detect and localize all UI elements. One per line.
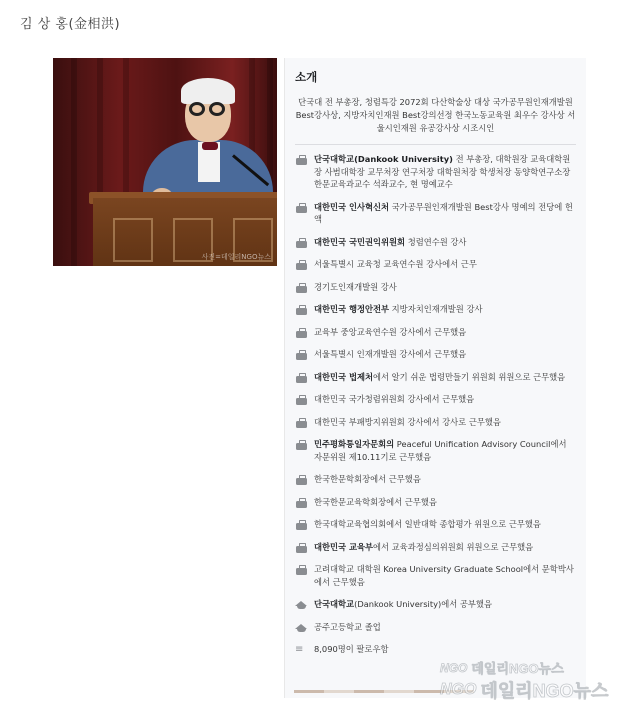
watermark-logo-large: NGO (440, 681, 477, 698)
profile-item (295, 598, 576, 611)
intro-text: 단국대 전 부총장, 청렴특강 2072회 다산학술상 대상 국가공무원인재개발원 Best강사상, 지방자치인재원 Best강의선정 한국노동교육원 최우수 강사상 서울시인재원 유공강사상 시조시인 (295, 97, 576, 133)
photo-watermark: 사진=데일리NGO뉴스 (201, 253, 271, 261)
profile-item-detail: 한국대학교육협의회에서 일반대학 종합평가 위원으로 근무했음 (314, 519, 541, 529)
site-watermark (440, 658, 620, 702)
briefcase-icon (295, 155, 308, 165)
profile-item-text (314, 598, 492, 611)
profile-photo (53, 58, 277, 266)
profile-item-highlight[interactable]: 민주평화통일자문회의 (314, 439, 395, 449)
profile-item-detail: 한국한문학회장에서 근무했음 (314, 474, 421, 484)
profile-item (295, 281, 576, 294)
profile-item-text (314, 496, 437, 509)
profile-item-detail: 고려대학교 대학원 Korea University Graduate School에서 문학박사에서 근무했음 (314, 564, 574, 587)
profile-item-highlight[interactable]: 대한민국 국민권익위원회 (314, 236, 406, 247)
briefcase-icon (295, 305, 308, 315)
profile-item (295, 621, 576, 634)
profile-item (295, 326, 576, 339)
profile-item-highlight[interactable]: 단국대학교(Dankook University) (314, 154, 453, 164)
profile-item-text (314, 541, 533, 554)
profile-item (295, 258, 576, 271)
profile-item-text (314, 258, 477, 271)
profile-item-detail: 공주고등학교 졸업 (314, 621, 381, 632)
cap-icon (295, 600, 308, 610)
profile-item-text (314, 201, 576, 226)
profile-item (295, 371, 576, 384)
profile-item (295, 416, 576, 429)
briefcase-icon (295, 203, 308, 213)
cap-icon (295, 623, 308, 633)
profile-item-detail: 8,090명이 팔로우함 (314, 644, 389, 654)
profile-item-text (314, 438, 576, 463)
briefcase-icon (295, 328, 308, 338)
profile-item-text (314, 621, 381, 634)
profile-item-text (314, 563, 576, 588)
profile-item-highlight[interactable]: 대한민국 교육부 (314, 541, 373, 552)
rss-icon: ≡ (295, 644, 304, 655)
briefcase-icon (295, 475, 308, 485)
profile-item-text (314, 153, 576, 191)
profile-item (295, 541, 576, 554)
profile-item (295, 303, 576, 316)
profile-item-text (314, 518, 541, 531)
profile-item (295, 153, 576, 191)
profile-item-text (314, 643, 388, 656)
profile-item-text (314, 371, 565, 384)
briefcase-icon (295, 238, 308, 248)
profile-item-text (314, 416, 501, 429)
profile-item-detail: 지방자치인재개발원 강사 (389, 304, 483, 314)
watermark-logo: NGO (440, 660, 468, 675)
profile-item-detail: 교육부 중앙교육연수원 강사에서 근무했음 (314, 326, 467, 337)
profile-item-detail: 전 부총장, 대학원장 교육대학원장 사범대학장 교무처장 연구처장 대학원처장 학생처장 동양학연구소장 한문교육과교수 석좌교수, 현 명예교수 (314, 154, 571, 189)
profile-item-highlight[interactable]: 단국대학교 (314, 599, 355, 609)
profile-item-text (314, 473, 421, 486)
profile-item (295, 643, 576, 656)
briefcase-icon (295, 520, 308, 530)
profile-item-highlight[interactable]: 대한민국 행정안전부 (314, 304, 390, 314)
divider (295, 144, 576, 145)
briefcase-icon (295, 283, 308, 293)
briefcase-icon (295, 373, 308, 383)
briefcase-icon (295, 543, 308, 553)
briefcase-icon (295, 350, 308, 360)
profile-item-detail: 에서 알기 쉬운 법령만들기 위원회 위원으로 근무했음 (373, 371, 566, 382)
briefcase-icon (295, 498, 308, 508)
profile-item (295, 236, 576, 249)
profile-item (295, 438, 576, 463)
profile-item (295, 473, 576, 486)
profile-item (295, 201, 576, 226)
profile-item-text (314, 326, 466, 339)
briefcase-icon (295, 395, 308, 405)
watermark-text: 데일리NGO뉴스 (471, 661, 564, 676)
profile-item-detail: 에서 교육과정심의위원회 위원으로 근무했음 (373, 541, 534, 552)
profile-item-text (314, 281, 397, 294)
profile-item-detail: Peaceful Unification Advisory Council에서 자문위원 제10.11기로 근무했음 (314, 439, 567, 462)
profile-item-highlight[interactable]: 대한민국 법제처 (314, 371, 373, 382)
profile-item-detail: 대한민국 국가청렴위원회 강사에서 근무했음 (314, 394, 475, 404)
profile-item-text (314, 303, 482, 316)
briefcase-icon (295, 440, 308, 450)
profile-item-text (314, 236, 466, 249)
briefcase-icon (295, 418, 308, 428)
section-title: 소개 (295, 70, 318, 84)
profile-item-text (314, 393, 474, 406)
profile-item-detail: 경기도인재개발원 강사 (314, 281, 397, 292)
profile-item-detail: 한국한문교육학회장에서 근무했음 (314, 496, 437, 507)
briefcase-icon (295, 565, 308, 575)
profile-item-detail: 청렴연수원 강사 (405, 236, 467, 247)
profile-item-detail: 국가공무원인재개발원 Best강사 명예의 전당에 헌액 (314, 201, 573, 224)
profile-item-detail: 대한민국 부패방지위원회 강사에서 강사로 근무했음 (314, 416, 501, 427)
watermark-text-large: 데일리NGO뉴스 (480, 681, 609, 701)
profile-item-detail: (Dankook University)에서 공부했음 (354, 599, 492, 609)
profile-item-detail: 서울특별시 인재개발원 강사에서 근무했음 (314, 349, 467, 359)
profile-items-list (295, 153, 576, 656)
profile-item (295, 518, 576, 531)
profile-item-text (314, 348, 466, 361)
profile-item-highlight[interactable]: 대한민국 인사혁신처 (314, 201, 390, 212)
profile-item (295, 563, 576, 588)
profile-item-detail: 서울특별시 교육청 교육연수원 강사에서 근무 (314, 259, 477, 269)
profile-item (295, 496, 576, 509)
profile-card (284, 58, 586, 698)
profile-item (295, 348, 576, 361)
profile-item (295, 393, 576, 406)
briefcase-icon (295, 260, 308, 270)
page-title: 김 상 홍(金相洪) (20, 17, 121, 32)
